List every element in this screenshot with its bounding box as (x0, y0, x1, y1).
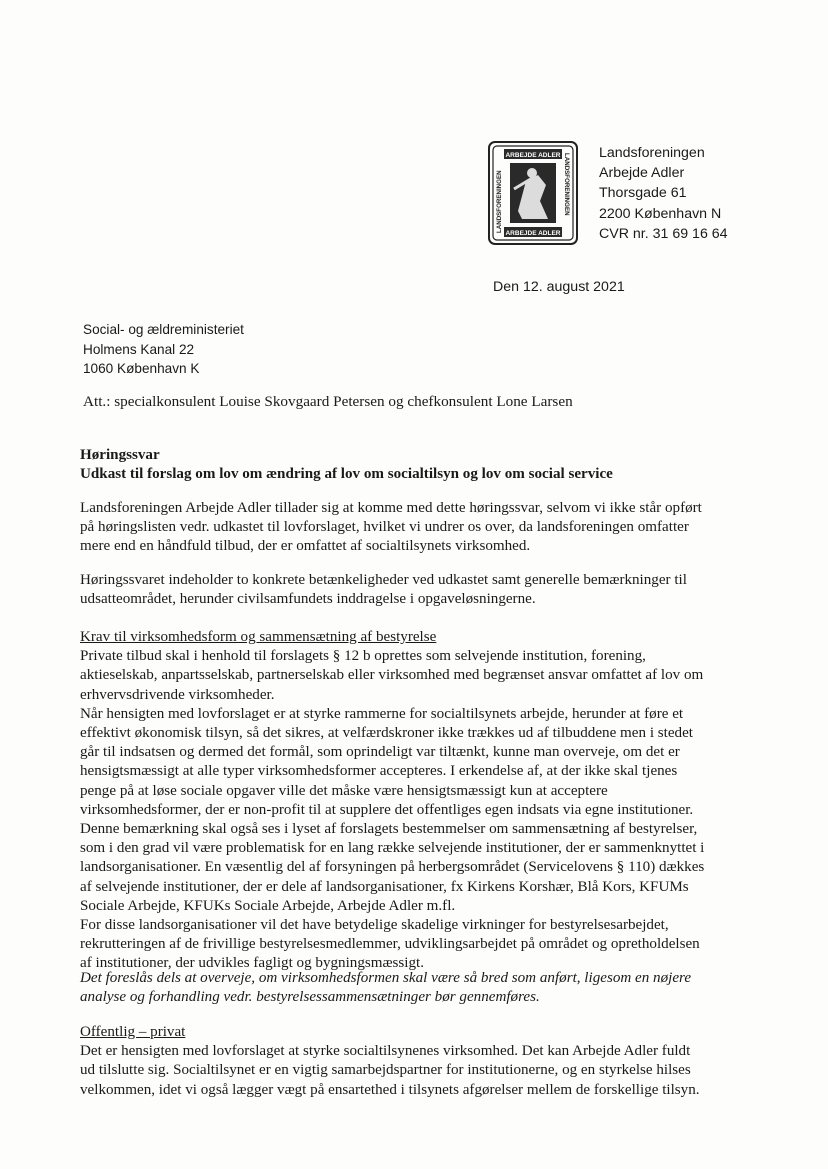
logo-text-left: LANDSFORENINGEN (496, 170, 503, 233)
text-line: Landsforeningen Arbejde Adler tillader sig at komme med dette høringssvar, selvom vi ikke står opført (80, 500, 702, 516)
sender-line: Landsforeningen (599, 145, 705, 161)
text-line: på høringslisten vedr. udkastet til lovforslaget, hvilket vi undrer os over, da landsforeningen omfatter (80, 519, 689, 536)
sender-line: Thorsgade 61 (599, 185, 687, 202)
text-line: udsatteområdet, herunder civilsamfundets inddragelse i opgaveløsningerne. (80, 591, 536, 608)
heading-subject: Udkast til forslag om lov om ændring af lov om socialtilsyn og lov om social service (80, 466, 613, 483)
sender-line: 2200 København N (599, 205, 722, 222)
attention-line: Att.: specialkonsulent Louise Skovgaard Petersen og chefkonsulent Lone Larsen (83, 393, 573, 410)
text-line: Denne bemærkning skal også ses i lyset af forslagets bestemmelser om sammensætning af bestyrelser, (80, 821, 698, 838)
section-virksomhedsform (80, 628, 732, 974)
text-line: går til indsatsen og dermed det formål, som oprindeligt var tiltænkt, kunne man overveje, om det er (80, 744, 680, 761)
text-line: af institutioner, der udvikles fagligt og bygningsmæssigt. (80, 955, 425, 972)
text-line: Høringssvaret indeholder to konkrete betænkeligheder ved udkastet samt generelle bemærkninger til (80, 572, 687, 588)
sender-line: CVR nr. 31 69 16 64 (599, 225, 728, 242)
recipient-line: 1060 København K (83, 361, 200, 376)
logo-text-bottom: ARBEJDE ADLER (505, 230, 561, 237)
text-line: analyse og forhandling vedr. bestyrelsessammensætninger bør gennemføres. (80, 989, 540, 1006)
section-title: Krav til virksomhedsform og sammensætning af bestyrelse (80, 629, 437, 645)
text-line: rekrutteringen af de frivillige bestyrelsesmedlemmer, udviklingsarbejdet på området og opretholdelsen (80, 936, 700, 953)
logo-text-right: LANDSFORENINGEN (563, 153, 570, 216)
section-offentlig-privat (80, 1023, 732, 1100)
letter-date: Den 12. august 2021 (493, 279, 625, 295)
text-line: erhvervsdrivende virksomheder. (80, 686, 275, 703)
intro-paragraph-2 (80, 571, 732, 609)
recipient-address (83, 320, 244, 379)
section-title: Offentlig – privat (80, 1024, 186, 1040)
text-line: hensigtsmæssigt at alle typer virksomhedsformer accepteres. I erkendelse af, at der ikke skal tjenes (80, 763, 678, 780)
text-line: Sociale Arbejde, KFUKs Sociale Arbejde, Arbejde Adler m.fl. (80, 897, 456, 914)
logo-text-top: ARBEJDE ADLER (505, 152, 561, 159)
text-line: effektivt økonomisk tilsyn, så det sikres, at velfærdskroner ikke trækkes ud af tilbuddene men i stedet (80, 725, 693, 742)
heading-title: Høringssvar (80, 447, 160, 463)
text-line: aktieselskab, anpartsselskab, partnerselskab eller virksomhed med begrænset ansvar omfattet af lov om (80, 667, 704, 684)
text-line: Private tilbud skal i henhold til forslagets § 12 b oprettes som selvejende institution, forening, (80, 648, 646, 665)
letter-heading (80, 446, 732, 484)
text-line: Når hensigten med lovforslaget er at styrke rammerne for socialtilsynets arbejde, herunder at føre et (80, 705, 684, 722)
sender-line: Arbejde Adler (599, 165, 685, 182)
text-line: af selvejende institutioner, der er dele af landsorganisationer, fx Kirkens Korshær, Blå Kors, KFUMs (80, 878, 689, 895)
recommendation-paragraph (80, 969, 732, 1007)
arbejde-adler-logo (488, 141, 578, 245)
sender-address (599, 143, 728, 244)
text-line: velkommen, idet vi også lægger vægt på ensartethed i tilsynets afgørelser mellem de forskellige tilsyn. (80, 1081, 700, 1098)
recipient-line: Social- og ældreministeriet (83, 322, 244, 337)
text-line: mere end en håndfuld tilbud, der er omfattet af socialtilsynets virksomhed. (80, 538, 531, 555)
text-line: ud tilslutte sig. Socialtilsynet er en vigtig samarbejdspartner for institutionerne, og en styrkelse hilses (80, 1062, 691, 1079)
text-line: Det foreslås dels at overveje, om virksomhedsformen skal være så bred som anført, ligesom en nøjere (80, 970, 692, 986)
text-line: For disse landsorganisationer vil det have betydelige skadelige virkninger for bestyrelsesarbejdet, (80, 917, 669, 934)
text-line: penge på at løse sociale opgaver ville det måske være hensigtsmæssigt kun at acceptere (80, 782, 608, 799)
text-line: virksomhedsformer, der er non-profit til at supplere det offentliges egen indsats via egne institutioner. (80, 801, 694, 818)
text-line: Det er hensigten med lovforslaget at styrke socialtilsynenes virksomhed. Det kan Arbejde Adler fuldt (80, 1043, 691, 1060)
intro-paragraph (80, 499, 732, 557)
text-line: som i den grad vil være problematisk for en lang række selvejende institutioner, der er sammenknyttet i (80, 840, 705, 857)
recipient-line: Holmens Kanal 22 (83, 341, 195, 357)
text-line: landsorganisationer. En væsentlig del af forsyningen på herbergsområdet (Servicelovens § 110) dækkes (80, 859, 705, 876)
